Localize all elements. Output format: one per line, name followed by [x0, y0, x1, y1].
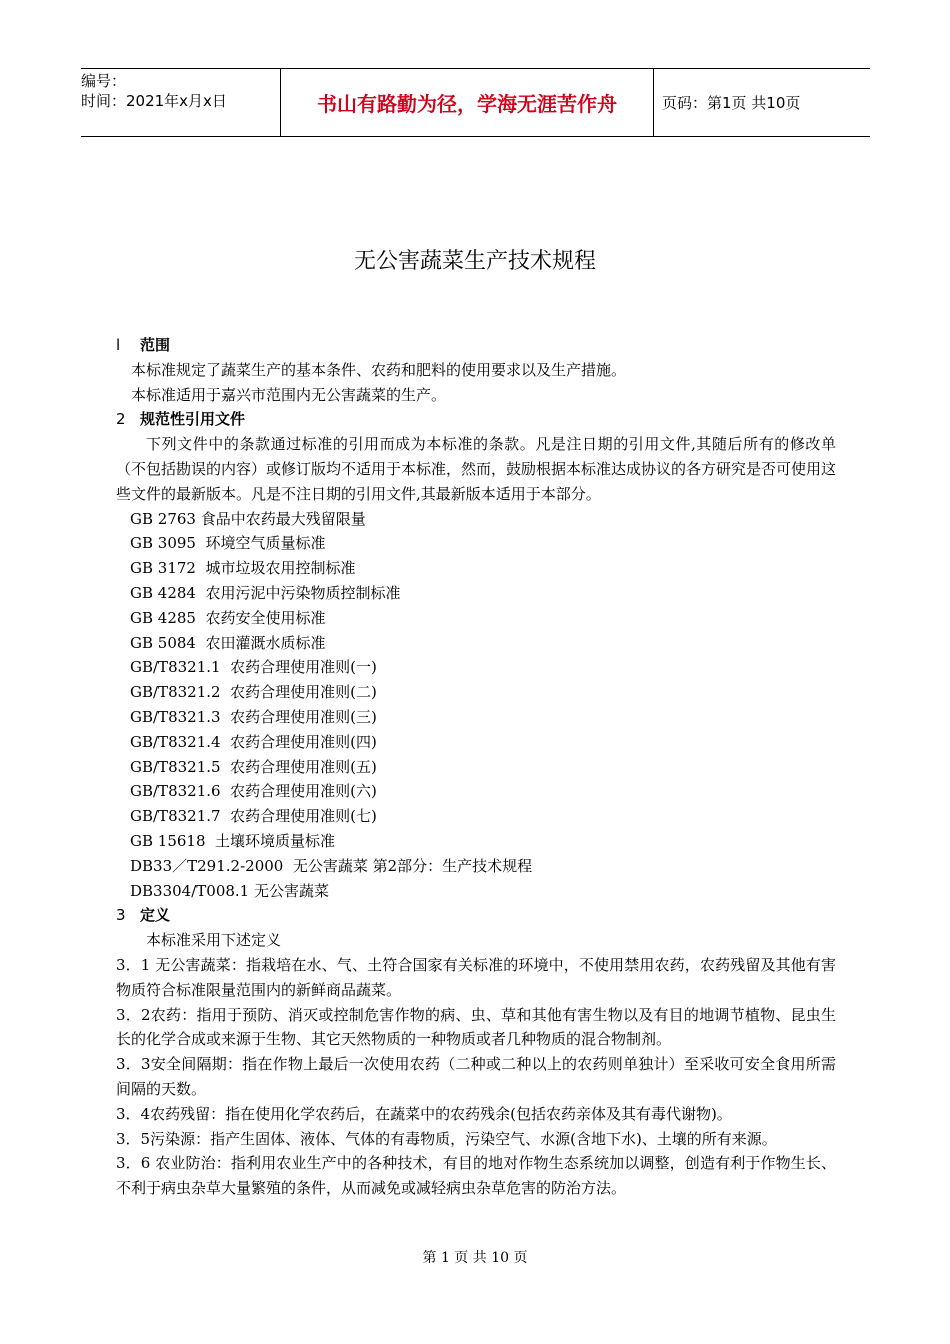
reference-item: GB/T8321.6 农药合理使用准则(六)	[130, 782, 377, 801]
section-number: l	[116, 336, 121, 354]
page-footer: 第 1 页 共 10 页	[422, 1250, 528, 1266]
section-heading	[116, 333, 836, 358]
header-page-label: 页码：第1页 共10页	[662, 94, 801, 112]
definition-item: 3．5污染源：指产生固体、液体、气体的有毒物质，污染空气、水源(含地下水)、土壤的所有来源。	[116, 1129, 777, 1148]
section-title: 定义	[140, 906, 171, 925]
definition-item: 3．1 无公害蔬菜：指栽培在水、气、土符合国家有关标准的环境中，不使用禁用农药，农药残留及其他有害物质符合标准限量范围内的新鲜商品蔬菜。	[116, 955, 836, 999]
section-title: 规范性引用文件	[140, 410, 246, 429]
reference-item: DB33／T291.2-2000 无公害蔬菜 第2部分：生产技术规程	[130, 856, 533, 875]
reference-item: GB 2763 食品中农药最大残留限量	[130, 509, 366, 528]
section-heading	[116, 903, 836, 928]
section-number: 3	[116, 906, 126, 925]
definition-item: 3．6 农业防治：指利用农业生产中的各种技术，有目的地对作物生态系统加以调整，创造有利于作物生长、不利于病虫杂草大量繁殖的条件，从而减免或减轻病虫杂草危害的防治方法。	[116, 1154, 836, 1198]
paragraph: 本标准规定了蔬菜生产的基本条件、农药和肥料的使用要求以及生产措施。	[131, 360, 627, 379]
reference-item: GB/T8321.2 农药合理使用准则(二)	[130, 683, 377, 702]
section-number: 2	[116, 410, 126, 429]
reference-item: GB/T8321.1 农药合理使用准则(一)	[130, 658, 377, 677]
reference-item: GB 5084 农田灌溉水质标准	[130, 633, 326, 652]
reference-item: GB 3095 环境空气质量标准	[130, 534, 326, 553]
definition-item: 3．4农药残留：指在使用化学农药后，在蔬菜中的农药残余(包括农药亲体及其有毒代谢物)。	[116, 1104, 732, 1123]
definition-item: 3．3安全间隔期：指在作物上最后一次使用农药（二种或二种以上的农药则单独计）至采收可安全食用所需间隔的天数。	[116, 1055, 836, 1098]
header-meta	[81, 69, 281, 136]
reference-item: GB 3172 城市垃圾农用控制标准	[130, 559, 356, 578]
reference-item: GB 4285 农药安全使用标准	[130, 608, 326, 627]
reference-item: GB/T8321.5 农药合理使用准则(五)	[130, 757, 377, 776]
paragraph: 下列文件中的条款通过标准的引用而成为本标准的条款。凡是注日期的引用文件,其随后所有的修改单（不包括勘误的内容）或修订版均不适用于本标准，然而，鼓励根据本标准达成协议的各方研究是否可使用这些文件的最新版本。凡是不注日期的引用文件,其最新版本适用于本部分。	[116, 435, 837, 503]
reference-item: GB/T8321.3 农药合理使用准则(三)	[130, 707, 377, 726]
header-motto: 书山有路勤为径，学海无涯苦作舟	[281, 69, 654, 136]
reference-item: GB/T8321.4 农药合理使用准则(四)	[130, 732, 377, 751]
reference-item: DB3304/T008.1 无公害蔬菜	[130, 881, 329, 900]
paragraph: 本标准采用下述定义	[146, 931, 282, 950]
time-label: 时间：2021年x月x日	[81, 92, 227, 110]
section-title: 范围	[140, 336, 171, 354]
section-heading	[116, 407, 836, 432]
document-body	[116, 333, 836, 1201]
paragraph: 本标准适用于嘉兴市范围内无公害蔬菜的生产。	[131, 385, 447, 404]
reference-item: GB 4284 农用污泥中污染物质控制标准	[130, 583, 401, 602]
code-label: 编号：	[81, 72, 127, 90]
document-title: 无公害蔬菜生产技术规程	[353, 249, 596, 274]
definition-item: 3．2农药：指用于预防、消灭或控制危害作物的病、虫、草和其他有害生物以及有目的地调节植物、昆虫生长的化学合成或来源于生物、其它天然物质的一种物质或者几种物质的混合物制剂。	[116, 1005, 836, 1049]
reference-item: GB 15618 土壤环境质量标准	[130, 831, 336, 850]
page-header	[81, 68, 870, 137]
reference-item: GB/T8321.7 农药合理使用准则(七)	[130, 807, 377, 826]
